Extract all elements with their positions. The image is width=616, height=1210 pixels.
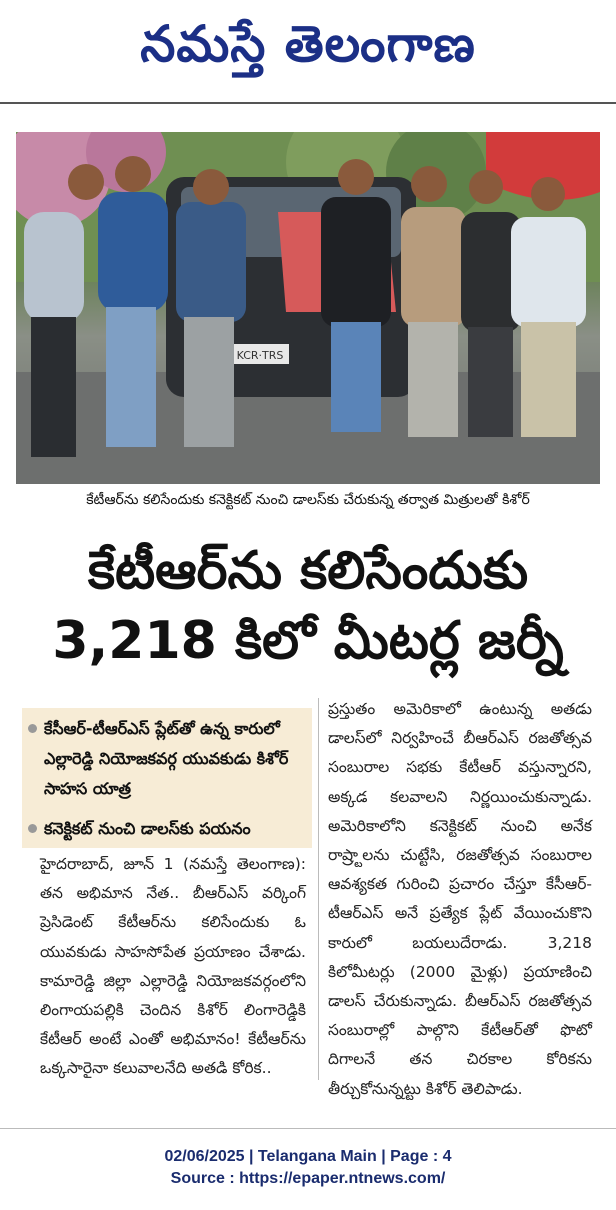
license-plate: KCR·TRS — [236, 349, 284, 362]
top-divider — [0, 102, 616, 104]
newspaper-logo: నమస్తే తెలంగాణ — [140, 14, 476, 73]
column-divider — [318, 698, 319, 1080]
article-column-left: హైదరాబాద్‌, జూన్‌ 1 (నమస్తే తెలంగాణ): తన అభిమాన నేత.. బీఆర్‌ఎస్‌ వర్కింగ్‌ ప్రెసిడెంట్‌ కేటీఆర్‌ను కలిసేందుకు ఓ యువకుడు సాహసోపేత ప్రయాణం చేశాడు. కామారెడ్డి జిల్లా ఎల్లారెడ్డి నియోజకవర్గంలోని లింగాయపల్లికి చెందిన కిశోర్‌ లింగారెడ్డికి కేటీఆర్‌ అంటే ఎంతో అభిమానం! కేటీఆర్‌ను ఒక్కసారైనా కలువాలనేది అతడి కోరిక.. — [40, 855, 306, 1078]
headline-line-1: కేటీఆర్‌ను కలిసేందుకు — [87, 541, 529, 601]
masthead — [0, 0, 616, 92]
footer-source: Source : https://epaper.ntnews.com/ — [170, 1170, 446, 1187]
bullet-icon — [28, 724, 37, 733]
highlight-text: కేసీఆర్‌-టీఆర్‌ఎస్‌ ప్లేట్‌తో ఉన్న కారులో ఎల్లారెడ్డి నియోజకవర్గ యువకుడు కిశోర్‌ సాహస యాత్ర — [44, 719, 289, 798]
bullet-icon — [28, 824, 37, 833]
headline — [16, 536, 600, 676]
highlight-text: కనెక్టికట్‌ నుంచి డాలస్‌కు పయనం — [44, 819, 251, 838]
footer — [0, 1146, 616, 1190]
group-photo-illustration — [16, 132, 600, 484]
highlight-item — [22, 708, 312, 808]
bottom-divider — [0, 1128, 616, 1129]
headline-line-2: 3,218 కిలో మీటర్ల జర్నీ — [52, 611, 564, 671]
photo-caption: కేటీఆర్‌ను కలిసేందుకు కనెక్టికట్‌ నుంచి డాలస్‌కు చేరుకున్న తర్వాత మిత్రులతో కిశోర్‌ — [16, 486, 600, 514]
news-photo — [16, 132, 600, 484]
article-column-right: ప్రస్తుతం అమెరికాలో ఉంటున్న అతడు డాలస్‌లో నిర్వహించే బీఆర్‌ఎస్‌ రజతోత్సవ సంబురాల సభకు కేటీఆర్‌ వస్తున్నారని, అక్కడ కలవాలని నిర్ణయించుకున్నాడు. అమెరికాలోని కనెక్టికట్‌ నుంచి అనేక రాష్ర్టాలను చుట్టేసి, రజతోత్సవ సంబురాల ఆవశ్యకత గురించి ప్రచారం చేస్తూ కేసీఆర్‌-టీఆర్‌ఎస్‌ అనే ప్రత్యేక ప్లేట్‌ వేయించుకొని కారులో బయలుదేరాడు. 3,218 కిలోమీటర్లు (2000 మైళ్లు) ప్రయాణించి డాలస్‌ చేరుకున్నాడు. బీఆర్‌ఎస్‌ రజతోత్సవ సంబురాల్లో పాల్గొని కేటీఆర్‌తో ఫొటో దిగాలనే తన చిరకాల కోరికను తీర్చుకోనున్నట్టు కిశోర్‌ తెలిపాడు. — [328, 700, 592, 1098]
highlight-item — [22, 808, 312, 848]
highlights-box — [22, 708, 312, 848]
footer-date-page: 02/06/2025 | Telangana Main | Page : 4 — [164, 1148, 452, 1165]
